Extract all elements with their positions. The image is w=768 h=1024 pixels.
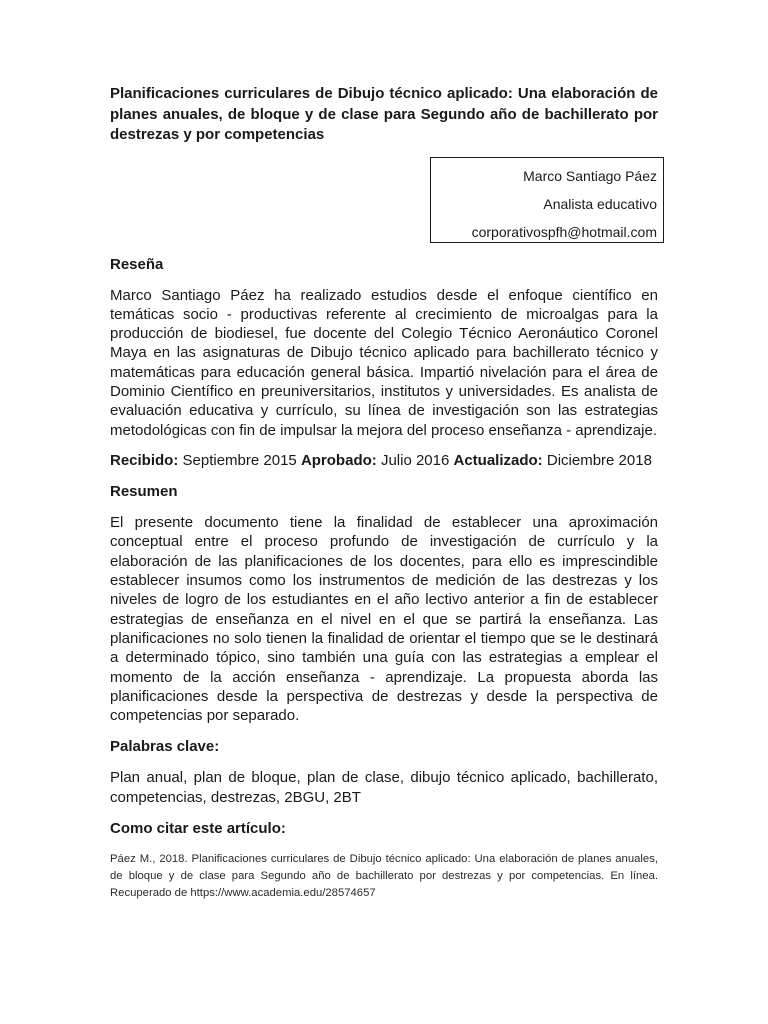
received-label: Recibido:: [110, 451, 179, 469]
citation-text: Páez M., 2018. Planificaciones curriculares de Dibujo técnico aplicado: Una elaboración de planes anuales, de bloque y de clase para Segundo año de bachillerato por destrezas y por competencias. En línea. Recuperado de https://www.academia.edu/28574657: [110, 853, 658, 900]
received-value: Septiembre 2015: [182, 451, 297, 469]
author-name: Marco Santiago Páez: [523, 167, 657, 184]
keywords-text: Plan anual, plan de bloque, plan de clase, dibujo técnico aplicado, bachillerato, competencias, destrezas, 2BGU, 2BT: [110, 769, 658, 806]
document-title: Planificaciones curriculares de Dibujo técnico aplicado: Una elaboración de planes anuales, de bloque y de clase para Segundo año de bachillerato por destrezas y por competencias: [110, 85, 658, 143]
dates-line: [110, 451, 658, 470]
resumen-heading: Resumen: [110, 483, 178, 501]
citation-heading: Como citar este artículo:: [110, 820, 286, 838]
resumen-text: El presente documento tiene la finalidad de establecer una aproximación conceptual entre el proceso profundo de investigación de currículo y la elaboración de las planificaciones de los docentes, para ello es imprescindible establecer insumos como los instrumentos de medición de las destrezas y los niveles de logro de los estudiantes en el año lectivo anterior a fin de establecer estrategias de enseñanza en el nivel en el que se partirá la enseñanza. Las planificaciones no solo tienen la finalidad de orientar el tiempo que se le destinará a determinado tópico, sino también una guía con las estrategias a emplear el momento de la acción enseñanza - aprendizaje. La propuesta aborda las planificaciones desde la perspectiva de destrezas y desde la perspectiva de competencias por separado.: [110, 514, 658, 725]
approved-label: Aprobado:: [300, 451, 377, 469]
author-email: corporativospfh@hotmail.com: [471, 223, 657, 240]
document-page: [110, 84, 658, 902]
updated-value: Diciembre 2018: [546, 451, 652, 469]
keywords-heading: Palabras clave:: [110, 738, 220, 756]
author-box: [430, 157, 664, 243]
resena-text: Marco Santiago Páez ha realizado estudios desde el enfoque científico en temáticas socio - productivas referente al crecimiento de microalgas para la producción de biodiesel, fue docente del Colegio Técnico Aeronáutico Coronel Maya en las asignaturas de Dibujo técnico aplicado para bachillerato técnico y matemáticas para educación general básica. Impartió nivelación para el área de Dominio Científico en preuniversitarios, institutos y universidades. Es analista de evaluación educativa y currículo, su línea de investigación son las estrategias metodológicas con fin de impulsar la mejora del proceso enseñanza - aprendizaje.: [110, 286, 658, 439]
author-role: Analista educativo: [543, 195, 657, 212]
updated-label: Actualizado:: [453, 451, 543, 469]
approved-value: Julio 2016: [380, 451, 450, 469]
resena-heading: Reseña: [110, 255, 164, 273]
